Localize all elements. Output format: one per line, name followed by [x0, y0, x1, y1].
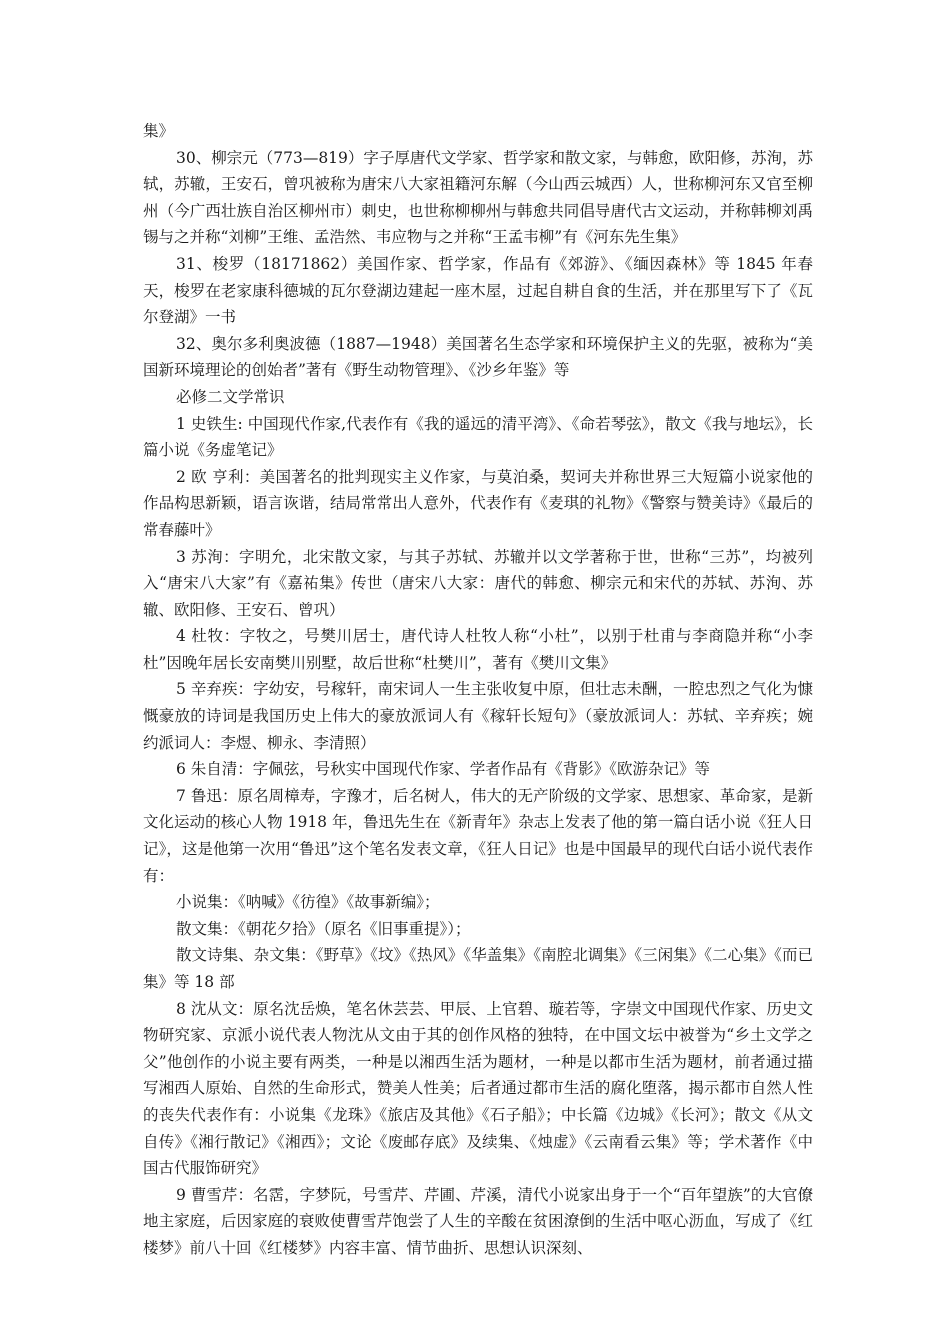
paragraph-lu-xun: 7 鲁迅：原名周樟寿，字豫才，后名树人，伟大的无产阶级的文学家、思想家、革命家，是新文化运动的核心人物 1918 年，鲁迅先生在《新青年》杂志上发表了他的第一篇白话小说《狂人日记》，这是他第一次用“鲁迅”这个笔名发表文章，《狂人日记》也是中国最早的现代白话小说代表作有： — [143, 786, 813, 885]
paragraph-cao-xueqin: 9 曹雪芹：名霑，字梦阮，号雪芹、芹圃、芹溪，清代小说家出身于一个“百年望族”的大官僚地主家庭，后因家庭的衰败使曹雪芹饱尝了人生的辛酸在贫困潦倒的生活中呕心沥血，写成了《红楼梦》前八十回《红楼梦》内容丰富、情节曲折、思想认识深刻、 — [143, 1185, 813, 1257]
paragraph-du-mu: 4 杜牧：字牧之，号樊川居士，唐代诗人杜牧人称“小杜”，以别于杜甫与李商隐并称“小李杜”因晚年居长安南樊川别墅，故后世称“杜樊川”，著有《樊川文集》 — [143, 627, 813, 672]
paragraph-lu-xun-novels: 小说集：《呐喊》《彷徨》《故事新编》； — [176, 893, 440, 912]
paragraph-aldo-leopold: 32、奥尔多利奥波德（1887—1948）美国著名生态学家和环境保护主义的先驱，被称为“美国新环境理论的创始者”著有《野生动物管理》、《沙乡年鉴》等 — [143, 334, 813, 380]
paragraph-xin-qiji: 5 辛弃疾：字幼安，号稼轩，南宋词人一生主张收复中原，但壮志未酬，一腔忠烈之气化为慷慨豪放的诗词是我国历史上伟大的豪放派词人有《稼轩长短句》（豪放派词人：苏轼、辛弃疾；婉约派词人：李煜、柳永、李清照） — [143, 680, 813, 752]
paragraph-su-xun: 3 苏洵：字明允，北宋散文家，与其子苏轼、苏辙并以文学著称于世，世称“三苏”，均被列入“唐宋八大家”有《嘉祐集》传世（唐宋八大家：唐代的韩愈、柳宗元和宋代的苏轼、苏洵、苏辙、欧阳修、王安石、曾巩） — [143, 547, 813, 619]
paragraph-zhu-ziqing: 6 朱自清：字佩弦，号秋实中国现代作家、学者作品有《背影》《欧游杂记》等 — [176, 760, 711, 779]
paragraph-lu-xun-prose-poems: 散文诗集、杂文集：《野草》《坟》《热风》《华盖集》《南腔北调集》《三闲集》《二心集》《而已集》等 18 部 — [143, 946, 813, 991]
paragraph-o-henry: 2 欧 亨利：美国著名的批判现实主义作家，与莫泊桑，契诃夫并称世界三大短篇小说家他的作品构思新颖，语言诙谐，结局常常出人意外，代表作有《麦琪的礼物》《警察与赞美诗》《最后的常春藤叶》 — [143, 467, 813, 539]
paragraph-continuation: 集》 — [143, 122, 175, 140]
paragraph-thoreau: 31、梭罗（18171862）美国作家、哲学家，作品有《郊游》、《缅因森林》等 1845 年春天，梭罗在老家康科德城的瓦尔登湖边建起一座木屋，过起自耕自食的生活，并在那里写下了《瓦尔登湖》一书 — [143, 254, 813, 327]
paragraph-shi-tiesheng: 1 史铁生: 中国现代作家,代表作有《我的遥远的清平湾》、《命若琴弦》，散文《我与地坛》，长篇小说《务虚笔记》 — [143, 414, 813, 460]
section-heading: 必修二文学常识 — [176, 387, 285, 406]
document-page — [143, 118, 813, 1262]
paragraph-shen-congwen: 8 沈从文：原名沈岳焕，笔名休芸芸、甲辰、上官碧、璇若等，字崇文中国现代作家、历史文物研究家、京派小说代表人物沈从文由于其的创作风格的独特，在中国文坛中被誉为“乡土文学之父”他创作的小说主要有两类，一种是以湘西生活为题材，一种是以都市生活为题材，前者通过描写湘西人原始、自然的生命形式，赞美人性美；后者通过都市生活的腐化堕落，揭示都市自然人性的丧失代表作有：小说集《龙珠》《旅店及其他》《石子船》；中长篇《边城》《长河》；散文《从文自传》《湘行散记》《湘西》；文论《废邮存底》及续集、《烛虚》《云南看云集》等；学术著作《中国古代服饰研究》 — [143, 999, 813, 1178]
paragraph-lu-xun-essays: 散文集：《朝花夕拾》（原名《旧事重提》）； — [176, 919, 471, 938]
paragraph-liu-zongyuan: 30、柳宗元（773—819）字子厚唐代文学家、哲学家和散文家，与韩愈，欧阳修，苏洵，苏轼，苏辙，王安石，曾巩被称为唐宋八大家祖籍河东解（今山西云城西）人，世称柳河东又官至柳州（今广西壮族自治区柳州市）刺史，也世称柳柳州与韩愈共同倡导唐代古文运动，并称韩柳刘禹锡与之并称“刘柳”王维、孟浩然、韦应物与之并称“王孟韦柳”有《河东先生集》 — [143, 148, 813, 247]
